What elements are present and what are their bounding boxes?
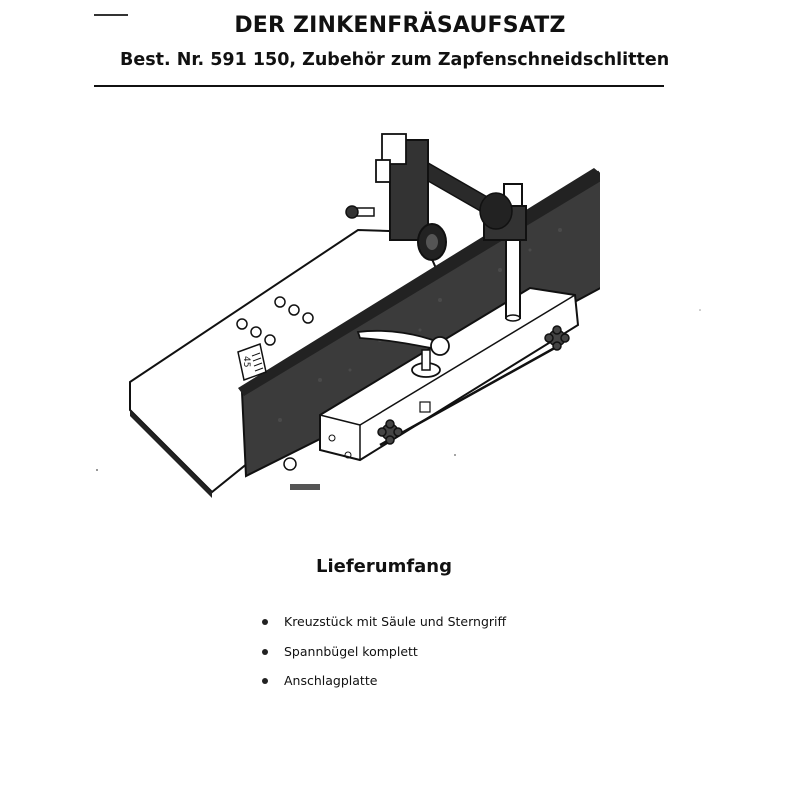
bullet-icon bbox=[262, 619, 268, 625]
list-item-label: Anschlagplatte bbox=[284, 673, 378, 688]
delivery-heading: Lieferumfang bbox=[315, 556, 452, 577]
delivery-list bbox=[260, 612, 506, 701]
list-item bbox=[260, 612, 506, 642]
list-item-label: Spannbügel komplett bbox=[284, 643, 418, 659]
page-title: DER ZINKENFRÄSAUFSATZ bbox=[234, 13, 566, 38]
list-item bbox=[260, 671, 506, 701]
list-item-label: Kreuzstück mit Säule und Sterngriff bbox=[284, 614, 507, 629]
bullet-icon bbox=[262, 649, 268, 655]
page-subtitle: Best. Nr. 591 150, Zubehör zum Zapfenschneidschlitten bbox=[120, 50, 670, 70]
angle-scale-label: 45 bbox=[241, 356, 251, 368]
list-item bbox=[260, 642, 506, 672]
header-rule bbox=[94, 85, 664, 87]
dovetail-jig-illustration bbox=[120, 120, 600, 500]
bullet-icon bbox=[262, 678, 268, 684]
